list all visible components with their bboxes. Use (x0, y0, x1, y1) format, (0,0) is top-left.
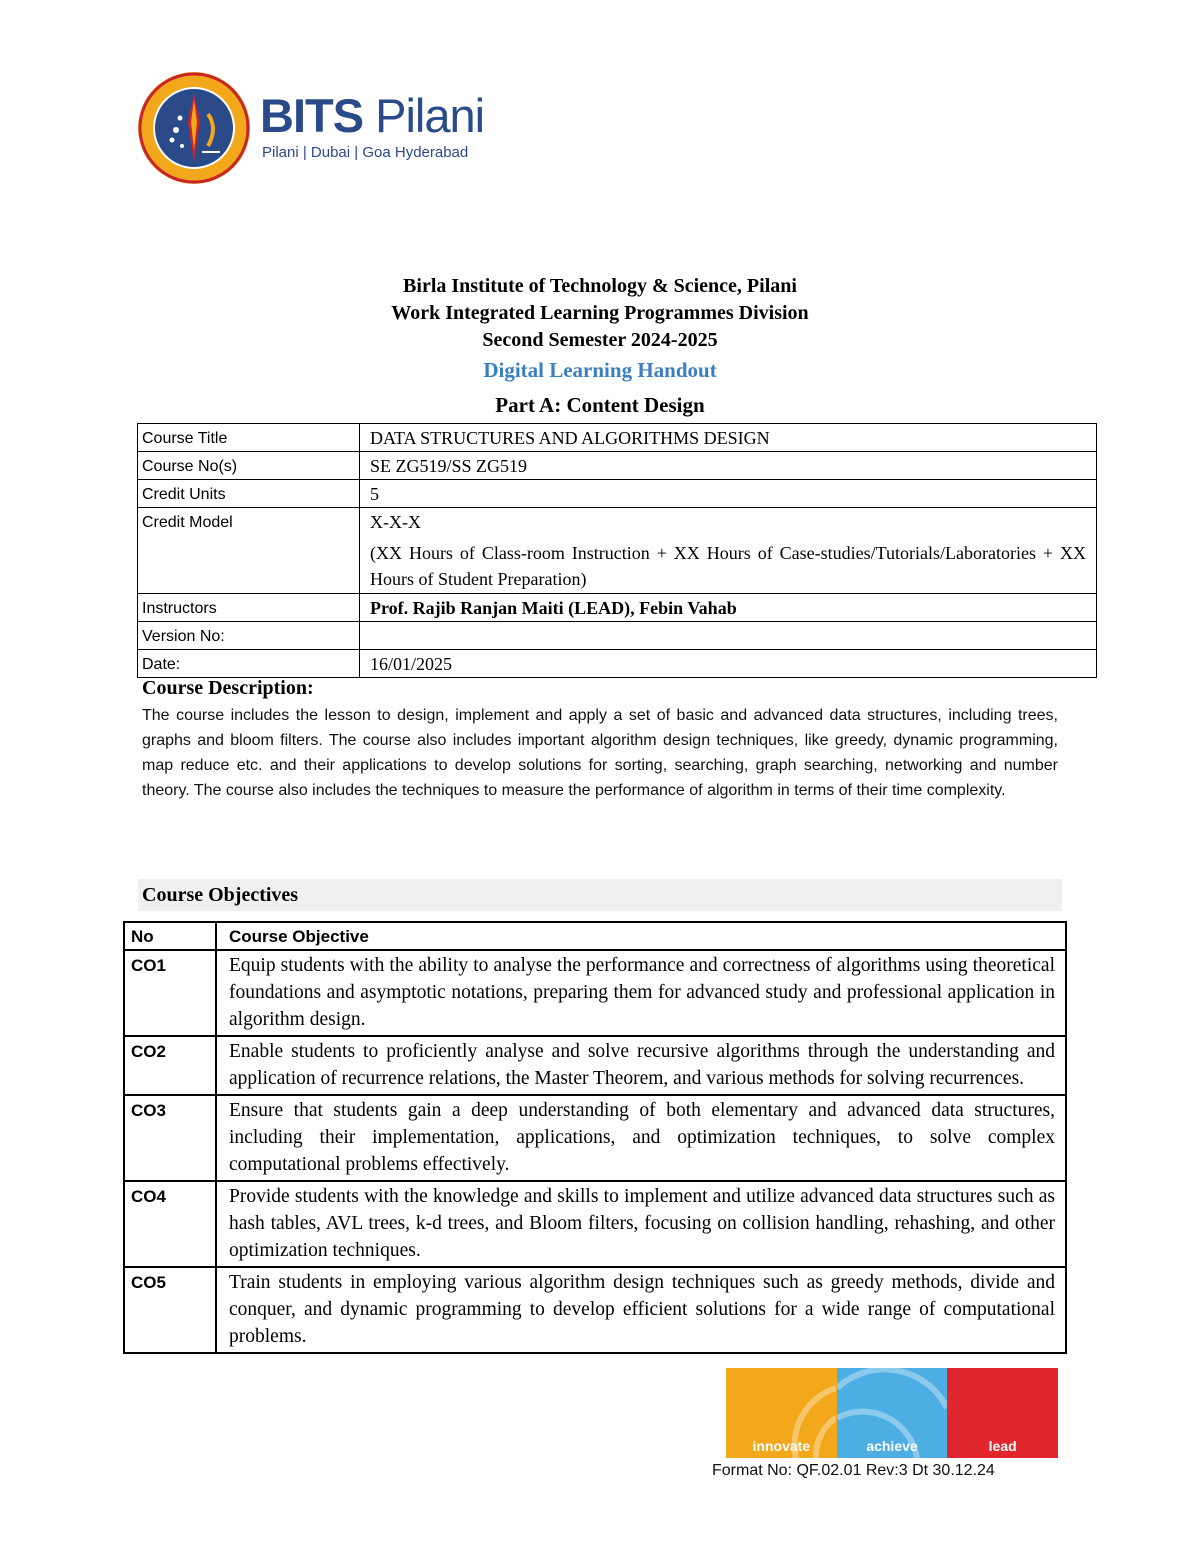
column-header-no: No (124, 922, 216, 950)
date-value: 16/01/2025 (360, 650, 1097, 678)
course-info-table (137, 423, 1097, 678)
date-label: Date: (138, 650, 360, 678)
column-header-objective: Course Objective (216, 922, 1066, 950)
semester-label: Second Semester 2024-2025 (482, 329, 718, 351)
course-number-value: SE ZG519/SS ZG519 (360, 452, 1097, 480)
table-row (124, 1181, 1066, 1267)
bits-pilani-logo (136, 70, 485, 190)
banner-text: innovate (752, 1438, 811, 1454)
instructors-label: Instructors (138, 594, 360, 622)
credit-units-value: 5 (360, 480, 1097, 508)
table-row (124, 950, 1066, 1036)
version-label: Version No: (138, 622, 360, 650)
course-title-label: Course Title (138, 424, 360, 452)
objectives-table (123, 921, 1067, 1354)
table-row (124, 1036, 1066, 1095)
credit-units-label: Credit Units (138, 480, 360, 508)
instructors-value: Prof. Rajib Ranjan Maiti (LEAD), Febin Vahab (360, 594, 1097, 622)
table-row (138, 508, 1097, 594)
bits-seal-icon (136, 70, 252, 186)
table-row (138, 650, 1097, 678)
objective-number: CO5 (124, 1267, 216, 1353)
division-name: Work Integrated Learning Programmes Division (391, 302, 809, 324)
course-title-value: DATA STRUCTURES AND ALGORITHMS DESIGN (360, 424, 1097, 452)
credit-model-label: Credit Model (138, 508, 360, 594)
banner-achieve (837, 1368, 948, 1458)
course-number-label: Course No(s) (138, 452, 360, 480)
objective-number: CO1 (124, 950, 216, 1036)
objective-text: Train students in employing various algorithm design techniques such as greedy methods, divide and conquer, and dynamic programming to develop efficient solutions for a wide range of computational problems. (216, 1267, 1066, 1353)
format-number: Format No: QF.02.01 Rev:3 Dt 30.12.24 (712, 1462, 995, 1479)
institute-name: Birla Institute of Technology & Science, Pilani (403, 275, 797, 297)
table-row (138, 424, 1097, 452)
objective-text: Ensure that students gain a deep understanding of both elementary and advanced data structures, including their implementation, applications, and optimization techniques, to solve complex computational problems effectively. (216, 1095, 1066, 1181)
objective-number: CO4 (124, 1181, 216, 1267)
objectives-title: Course Objectives (138, 879, 1062, 911)
table-row (138, 594, 1097, 622)
table-row (138, 622, 1097, 650)
credit-model-detail: (XX Hours of Class-room Instruction + XX Hours of Case-studies/Tutorials/Laboratories + XX Hours of Student Preparation) (370, 543, 1086, 589)
table-header-row (124, 922, 1066, 950)
description-title: Course Description: (142, 677, 314, 699)
document-type: Digital Learning Handout (483, 358, 717, 382)
objective-text: Enable students to proficiently analyse and solve recursive algorithms through the understanding and application of recurrence relations, the Master Theorem, and various methods for solving recurrences. (216, 1036, 1066, 1095)
version-value (360, 622, 1097, 650)
description-body: The course includes the lesson to design, implement and apply a set of basic and advanced data structures, including trees, graphs and bloom filters. The course also includes important algorithm design techniques, like greedy, dynamic programming, map reduce etc. and their applications to develop solutions for sorting, searching, graph searching, networking and number theory. The course also includes the techniques to measure the performance of algorithm in terms of their time complexity. (142, 707, 1058, 799)
objective-text: Provide students with the knowledge and skills to implement and utilize advanced data structures such as hash tables, AVL trees, k-d trees, and Bloom filters, focusing on collision handling, rehashing, and other optimization techniques. (216, 1181, 1066, 1267)
banner-text: achieve (866, 1438, 918, 1454)
part-heading: Part A: Content Design (495, 393, 705, 417)
credit-model-cell (360, 508, 1097, 594)
campus-list: Pilani | Dubai | Goa Hyderabad (262, 144, 469, 161)
objective-number: CO3 (124, 1095, 216, 1181)
table-row (138, 452, 1097, 480)
objective-text: Equip students with the ability to analyse the performance and correctness of algorithms using theoretical foundations and asymptotic notations, preparing them for advanced study and professional application in algorithm design. (216, 950, 1066, 1036)
credit-model-value: X-X-X (370, 512, 421, 532)
tagline-banner (726, 1368, 1058, 1458)
objective-number: CO2 (124, 1036, 216, 1095)
table-row (124, 1095, 1066, 1181)
table-row (138, 480, 1097, 508)
banner-text: lead (988, 1438, 1017, 1454)
banner-innovate (726, 1368, 837, 1458)
banner-lead (947, 1368, 1058, 1458)
table-row (124, 1267, 1066, 1353)
brand-name: BITS Pilani (260, 89, 485, 142)
